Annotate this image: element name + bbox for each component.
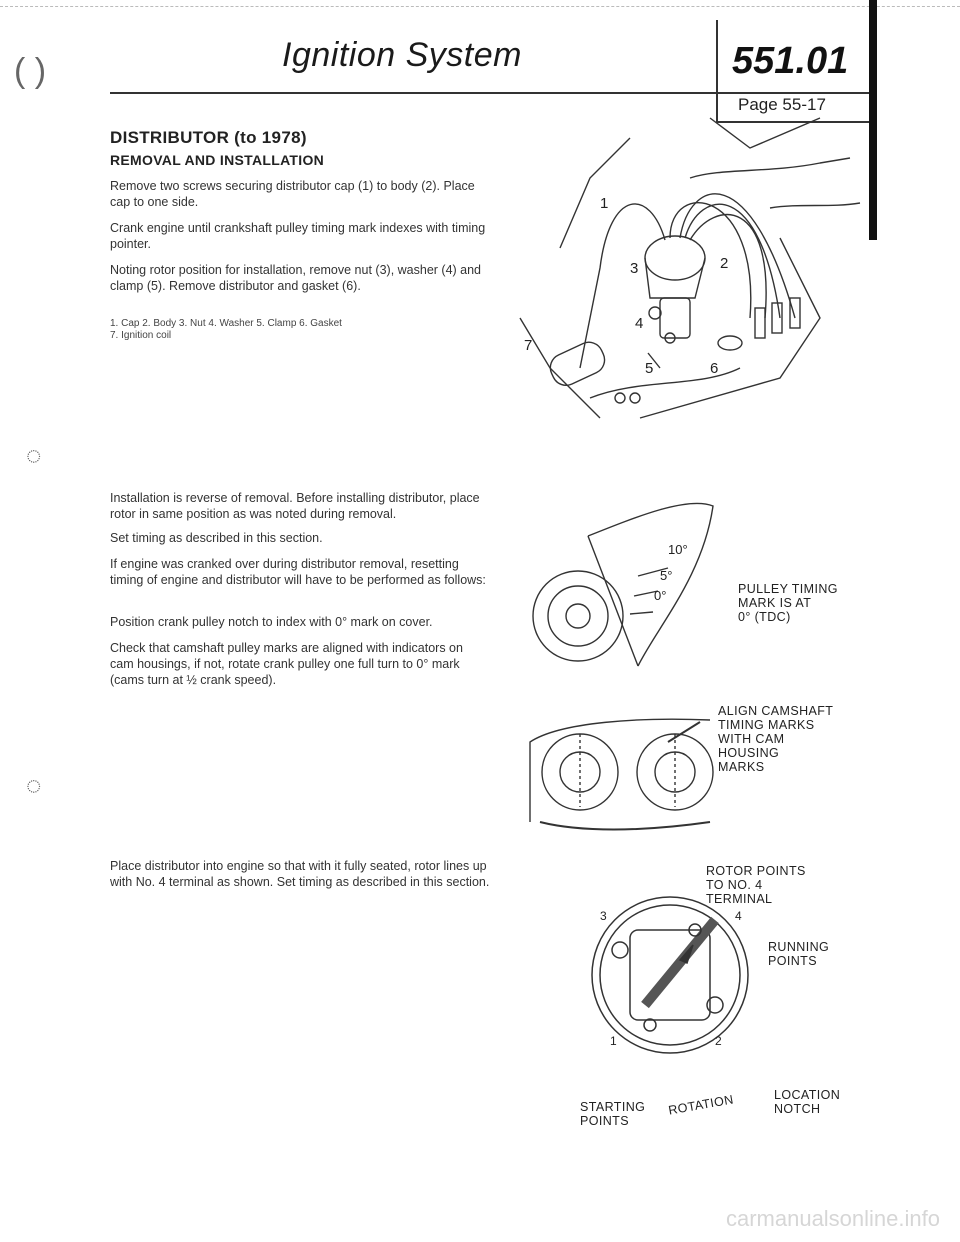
binder-hole-mark: ( ) [14, 52, 47, 90]
installation-paragraph-4: Position crank pulley notch to index with 0° mark on cover. [110, 615, 433, 629]
installation-paragraph-1: Installation is reverse of removal. Before installing distributor, place rotor in same position as was noted during removal. [110, 491, 480, 521]
header-box-left-rule [716, 20, 718, 122]
site-watermark: carmanualsonline.info [725, 1206, 940, 1231]
page-number: Page 55-17 [738, 95, 826, 114]
starting-points-callout: STARTING POINTS [580, 1100, 646, 1128]
terminal-4: 4 [735, 909, 742, 923]
page-edge-bar [869, 0, 877, 240]
callout-7: 7 [524, 337, 533, 354]
running-points-callout: RUNNING POINTS [768, 940, 830, 968]
callout-5: 5 [645, 360, 654, 377]
legend-line-2: 7. Ignition coil [110, 330, 172, 341]
camshaft-callout: ALIGN CAMSHAFT TIMING MARKS WITH CAM HOUSING MARKS [718, 704, 834, 774]
figure-legend [110, 318, 410, 342]
legend-line-1: 1. Cap 2. Body 3. Nut 4. Washer 5. Clamp 6. Gasket [110, 318, 342, 329]
removal-paragraph-3: Noting rotor position for installation, remove nut (3), washer (4) and clamp (5). Remove distributor and gasket (6). [110, 263, 482, 293]
distributor-rotor-diagram [575, 890, 765, 1060]
rotation-callout: ROTATION [667, 1092, 735, 1118]
callout-2: 2 [720, 255, 729, 272]
crank-pulley-timing-diagram [528, 496, 718, 676]
timing-mark-10: 10° [668, 542, 688, 557]
callout-3: 3 [630, 260, 639, 277]
terminal-3: 3 [600, 909, 607, 923]
distributor-assembly-diagram [520, 118, 870, 438]
header-rule [110, 92, 872, 94]
terminal-2: 2 [715, 1034, 722, 1048]
callout-4: 4 [635, 315, 644, 332]
timing-mark-5: 5° [660, 568, 673, 583]
location-notch-callout: LOCATION NOTCH [774, 1088, 841, 1116]
installation-paragraph-2: Set timing as described in this section. [110, 531, 323, 545]
terminal-1: 1 [610, 1034, 617, 1048]
binder-hole-mark: ◌ [26, 770, 42, 800]
section-heading: DISTRIBUTOR (to 1978) [110, 128, 307, 147]
scan-edge-line [0, 6, 960, 8]
binder-hole-mark: ◌ [26, 440, 42, 470]
callout-1: 1 [600, 195, 609, 212]
callout-6: 6 [710, 360, 719, 377]
page-title: Ignition System [282, 36, 522, 74]
pulley-timing-callout: PULLEY TIMING MARK IS AT 0° (TDC) [738, 582, 838, 624]
removal-paragraph-2: Crank engine until crankshaft pulley timing mark indexes with timing pointer. [110, 221, 486, 251]
rotor-callout: ROTOR POINTS TO NO. 4 TERMINAL [706, 864, 806, 906]
section-number: 551.01 [732, 40, 849, 82]
timing-mark-0: 0° [654, 588, 667, 603]
section-subheading: REMOVAL AND INSTALLATION [110, 152, 325, 168]
removal-paragraph-1: Remove two screws securing distributor cap (1) to body (2). Place cap to one side. [110, 179, 475, 209]
installation-paragraph-5: Check that camshaft pulley marks are aligned with indicators on cam housings, if not, rotate crank pulley one full turn to 0° mark (cams turn at ½ crank speed). [110, 641, 463, 687]
installation-paragraph-3: If engine was cranked over during distributor removal, resetting timing of engine and distributor will have to be performed as follows: [110, 557, 486, 587]
final-paragraph: Place distributor into engine so that with it fully seated, rotor lines up with No. 4 terminal as shown. Set timing as described in this section. [110, 859, 490, 889]
camshaft-timing-diagram [520, 712, 720, 837]
